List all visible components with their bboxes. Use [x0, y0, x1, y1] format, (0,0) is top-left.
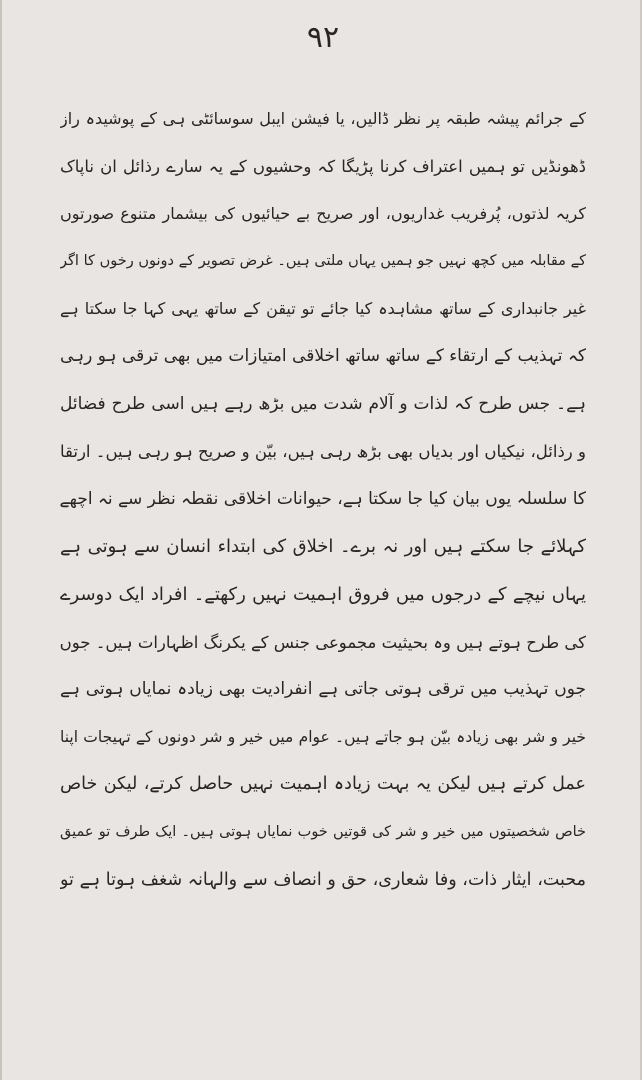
text-line: محبت، ایثار ذات، وفا شعاری، حق و انصاف سے والہانہ شغف ہوتا ہے تو [60, 869, 586, 890]
body-text [60, 95, 586, 904]
text-line: خیر و شر بھی زیادہ بیّن ہو جاتے ہیں۔ عوام میں خیر و شر دونوں کے تہیجات اپنا [60, 727, 586, 746]
text-line: کا سلسلہ یوں بیان کیا جا سکتا ہے، حیوانات اخلاقی نقطہ نظر سے نہ اچھے [60, 488, 586, 509]
text-line: و رذائل، نیکیاں اور بدیاں بھی بڑھ رہی ہیں، بیّن و صریح ہو رہی ہیں۔ ارتقا [60, 442, 586, 462]
text-line: کریہ لذتوں، پُرفریب غداریوں، اور صریح بے حیائیوں کی بیشمار متنوع صورتوں [60, 204, 586, 224]
text-line: غیر جانبداری کے ساتھ مشاہدہ کیا جائے تو تیقن کے ساتھ یہی کہا جا سکتا ہے [60, 299, 586, 319]
text-line: عمل کرتے ہیں لیکن یہ بہت زیادہ اہمیت نہیں حاصل کرتے، لیکن خاص [60, 774, 586, 795]
text-line: جوں تہذیب میں ترقی ہوتی جاتی ہے انفرادیت بھی زیادہ نمایاں ہوتی ہے [60, 679, 586, 700]
text-line: کے مقابلہ میں کچھ نہیں جو ہمیں یہاں ملتی ہیں۔ غرض تصویر کے دونوں رخوں کا اگر [60, 252, 586, 269]
text-line: ڈھونڈیں تو ہمیں اعتراف کرنا پڑیگا کہ وحشیوں کے یہ سارے رذائل ان ناپاک [60, 156, 586, 176]
text-line: کہلائے جا سکتے ہیں اور نہ برے۔ اخلاق کی ابتداء انسان سے ہوتی ہے [60, 536, 586, 558]
text-line: کہ تہذیب کے ارتقاء کے ساتھ ساتھ اخلاقی امتیازات میں بھی ترقی ہو رہی [60, 345, 586, 366]
text-line: کے جرائم پیشہ طبقہ پر نظر ڈالیں، یا فیشن ایبل سوسائٹی ہی کے پوشیدہ راز [60, 109, 586, 128]
text-line: ہے۔ جس طرح کہ لذات و آلام شدت میں بڑھ رہے ہیں اسی طرح فضائل [60, 393, 586, 414]
page-number: ٩٢ [306, 20, 340, 55]
text-line: خاص شخصیتوں میں خیر و شر کی قوتیں خوب نمایاں ہوتی ہیں۔ ایک طرف تو عمیق [60, 823, 586, 840]
text-line: یہاں نیچے کے درجوں میں فروق اہمیت نہیں رکھتے۔ افراد ایک دوسرے [60, 583, 586, 605]
text-line: کی طرح ہوتے ہیں وہ بحیثیت مجموعی جنس کے یکرنگ اظہارات ہیں۔ جوں [60, 632, 586, 652]
